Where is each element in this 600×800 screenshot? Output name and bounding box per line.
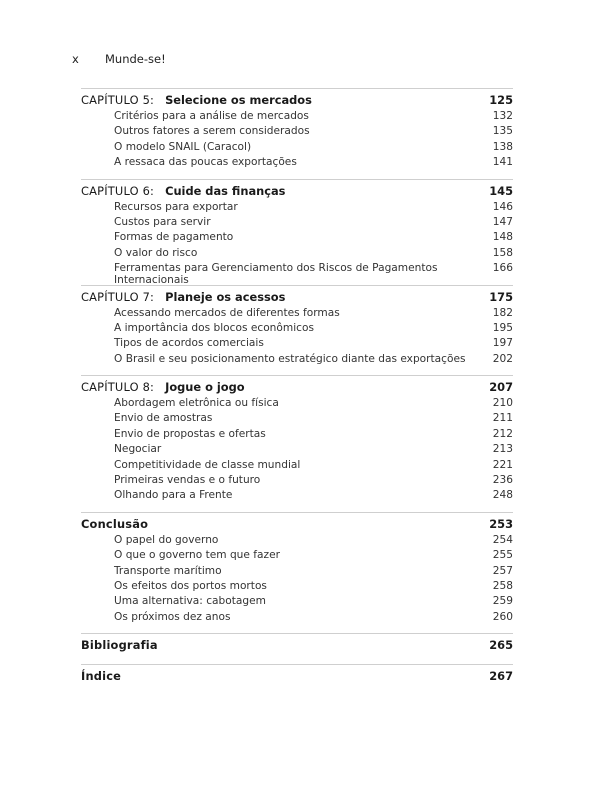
toc-entry[interactable] <box>81 397 513 412</box>
entry-title: Olhando para a Frente <box>114 489 233 502</box>
entry-page: 259 <box>492 595 513 608</box>
toc-entry[interactable] <box>81 580 513 595</box>
conclusion-title: Conclusão <box>81 516 149 531</box>
toc-entry[interactable] <box>81 216 513 231</box>
entry-title: O modelo SNAIL (Caracol) <box>114 140 252 153</box>
conclusion-section <box>81 517 513 626</box>
entry-page: 146 <box>492 200 513 213</box>
chapter-page: 145 <box>489 183 513 198</box>
toc-entry[interactable] <box>81 262 513 287</box>
bibliography-title: Bibliografia <box>81 638 158 653</box>
entry-title: Os próximos dez anos <box>114 610 231 623</box>
toc-entry[interactable] <box>81 337 513 352</box>
toc-entry[interactable] <box>81 201 513 216</box>
entry-title: Ferramentas para Gerenciamento dos Riscos de Pagamentos Internacionais <box>114 262 438 287</box>
index-page: 267 <box>489 669 513 684</box>
section-divider <box>81 375 513 376</box>
entry-title: O Brasil e seu posicionamento estratégico diante das exportações <box>114 352 466 365</box>
entry-title: Abordagem eletrônica ou física <box>114 397 279 410</box>
bibliography-page: 265 <box>489 638 513 653</box>
entry-title: Tipos de acordos comerciais <box>114 337 264 350</box>
chapter-heading[interactable] <box>81 93 513 110</box>
entry-title: Acessando mercados de diferentes formas <box>114 306 340 319</box>
chapter-page: 175 <box>489 289 513 304</box>
entry-title: Transporte marítimo <box>114 564 222 577</box>
toc-entry[interactable] <box>81 307 513 322</box>
toc-entry[interactable] <box>81 231 513 246</box>
entry-title: O papel do governo <box>114 533 219 546</box>
toc-entry[interactable] <box>81 125 513 140</box>
toc-entry[interactable] <box>81 459 513 474</box>
entry-title: O valor do risco <box>114 246 198 259</box>
entry-page: 148 <box>492 231 513 244</box>
entry-title: Envio de amostras <box>114 412 213 425</box>
entry-title: Outros fatores a serem considerados <box>114 125 310 138</box>
entry-page: 254 <box>492 533 513 546</box>
entry-page: 182 <box>492 306 513 319</box>
chapter-heading[interactable] <box>81 184 513 201</box>
toc-entry[interactable] <box>81 611 513 626</box>
toc-entry[interactable] <box>81 247 513 262</box>
toc-entry[interactable] <box>81 443 513 458</box>
entry-title: Critérios para a análise de mercados <box>114 110 309 122</box>
entry-title: A ressaca das poucas exportações <box>114 156 297 169</box>
entry-page: 166 <box>492 262 513 275</box>
entry-page: 195 <box>492 321 513 334</box>
toc-entry[interactable] <box>81 534 513 549</box>
entry-page: 135 <box>492 125 513 138</box>
chapter-label: CAPÍTULO 6: <box>81 183 155 198</box>
entry-page: 211 <box>492 412 513 425</box>
toc-entry[interactable] <box>81 428 513 443</box>
entry-page: 212 <box>492 427 513 440</box>
toc-entry[interactable] <box>81 322 513 337</box>
entry-title: Negociar <box>114 443 162 456</box>
entry-page: 213 <box>492 443 513 456</box>
entry-title: O que o governo tem que fazer <box>114 549 280 562</box>
entry-page: 197 <box>492 337 513 350</box>
index-title: Índice <box>81 669 122 684</box>
entry-page: 202 <box>492 352 513 365</box>
conclusion-page: 253 <box>489 516 513 531</box>
chapter-title: Cuide das finanças <box>165 183 286 198</box>
chapter-title: Planeje os acessos <box>165 289 286 304</box>
toc-entry[interactable] <box>81 595 513 610</box>
section-divider <box>81 179 513 180</box>
chapter-heading[interactable] <box>81 290 513 307</box>
table-of-contents <box>81 88 513 695</box>
toc-entry[interactable] <box>81 156 513 171</box>
entry-page: 158 <box>492 246 513 259</box>
index-heading[interactable] <box>81 669 513 686</box>
chapter-6 <box>81 183 513 287</box>
entry-page: 260 <box>492 610 513 623</box>
chapter-label: CAPÍTULO 8: <box>81 380 155 395</box>
entry-page: 236 <box>492 474 513 487</box>
entry-title: Formas de pagamento <box>114 231 234 244</box>
entry-page: 138 <box>492 140 513 153</box>
chapter-8 <box>81 380 513 505</box>
entry-title: Envio de propostas e ofertas <box>114 427 266 440</box>
conclusion-heading[interactable] <box>81 517 513 534</box>
entry-page: 221 <box>492 458 513 471</box>
entry-title: Os efeitos dos portos mortos <box>114 579 267 592</box>
section-divider <box>81 88 513 89</box>
chapter-label: CAPÍTULO 5: <box>81 93 155 107</box>
toc-entry[interactable] <box>81 353 513 368</box>
chapter-page: 207 <box>489 380 513 395</box>
header-book-title: Munde-se! <box>105 52 166 66</box>
entry-title: Competitividade de classe mundial <box>114 458 301 471</box>
entry-page: 210 <box>492 397 513 410</box>
toc-entry[interactable] <box>81 549 513 564</box>
toc-entry[interactable] <box>81 489 513 504</box>
toc-entry[interactable] <box>81 412 513 427</box>
entry-page: 248 <box>492 489 513 502</box>
chapter-heading[interactable] <box>81 380 513 397</box>
section-divider <box>81 633 513 634</box>
bibliography-section <box>81 638 513 655</box>
chapter-page: 125 <box>489 93 513 107</box>
entry-title: A importância dos blocos econômicos <box>114 321 314 334</box>
chapter-7 <box>81 290 513 369</box>
entry-title: Custos para servir <box>114 215 211 228</box>
section-divider <box>81 664 513 665</box>
chapter-label: CAPÍTULO 7: <box>81 289 155 304</box>
entry-title: Primeiras vendas e o futuro <box>114 474 261 487</box>
section-divider <box>81 512 513 513</box>
toc-entry[interactable] <box>81 110 513 125</box>
entry-page: 258 <box>492 579 513 592</box>
toc-entry[interactable] <box>81 474 513 489</box>
running-header <box>72 52 166 66</box>
entry-page: 257 <box>492 564 513 577</box>
entry-page: 132 <box>492 110 513 122</box>
chapter-title: Selecione os mercados <box>165 93 312 107</box>
header-page-number: x <box>72 52 79 66</box>
chapter-title: Jogue o jogo <box>165 380 245 395</box>
bibliography-heading[interactable] <box>81 638 513 655</box>
toc-entry[interactable] <box>81 565 513 580</box>
chapter-5 <box>81 93 513 172</box>
index-section <box>81 669 513 686</box>
entry-page: 147 <box>492 215 513 228</box>
entry-page: 141 <box>492 156 513 169</box>
entry-title: Uma alternativa: cabotagem <box>114 595 266 608</box>
entry-page: 255 <box>492 549 513 562</box>
entry-title: Recursos para exportar <box>114 200 238 213</box>
toc-entry[interactable] <box>81 141 513 156</box>
